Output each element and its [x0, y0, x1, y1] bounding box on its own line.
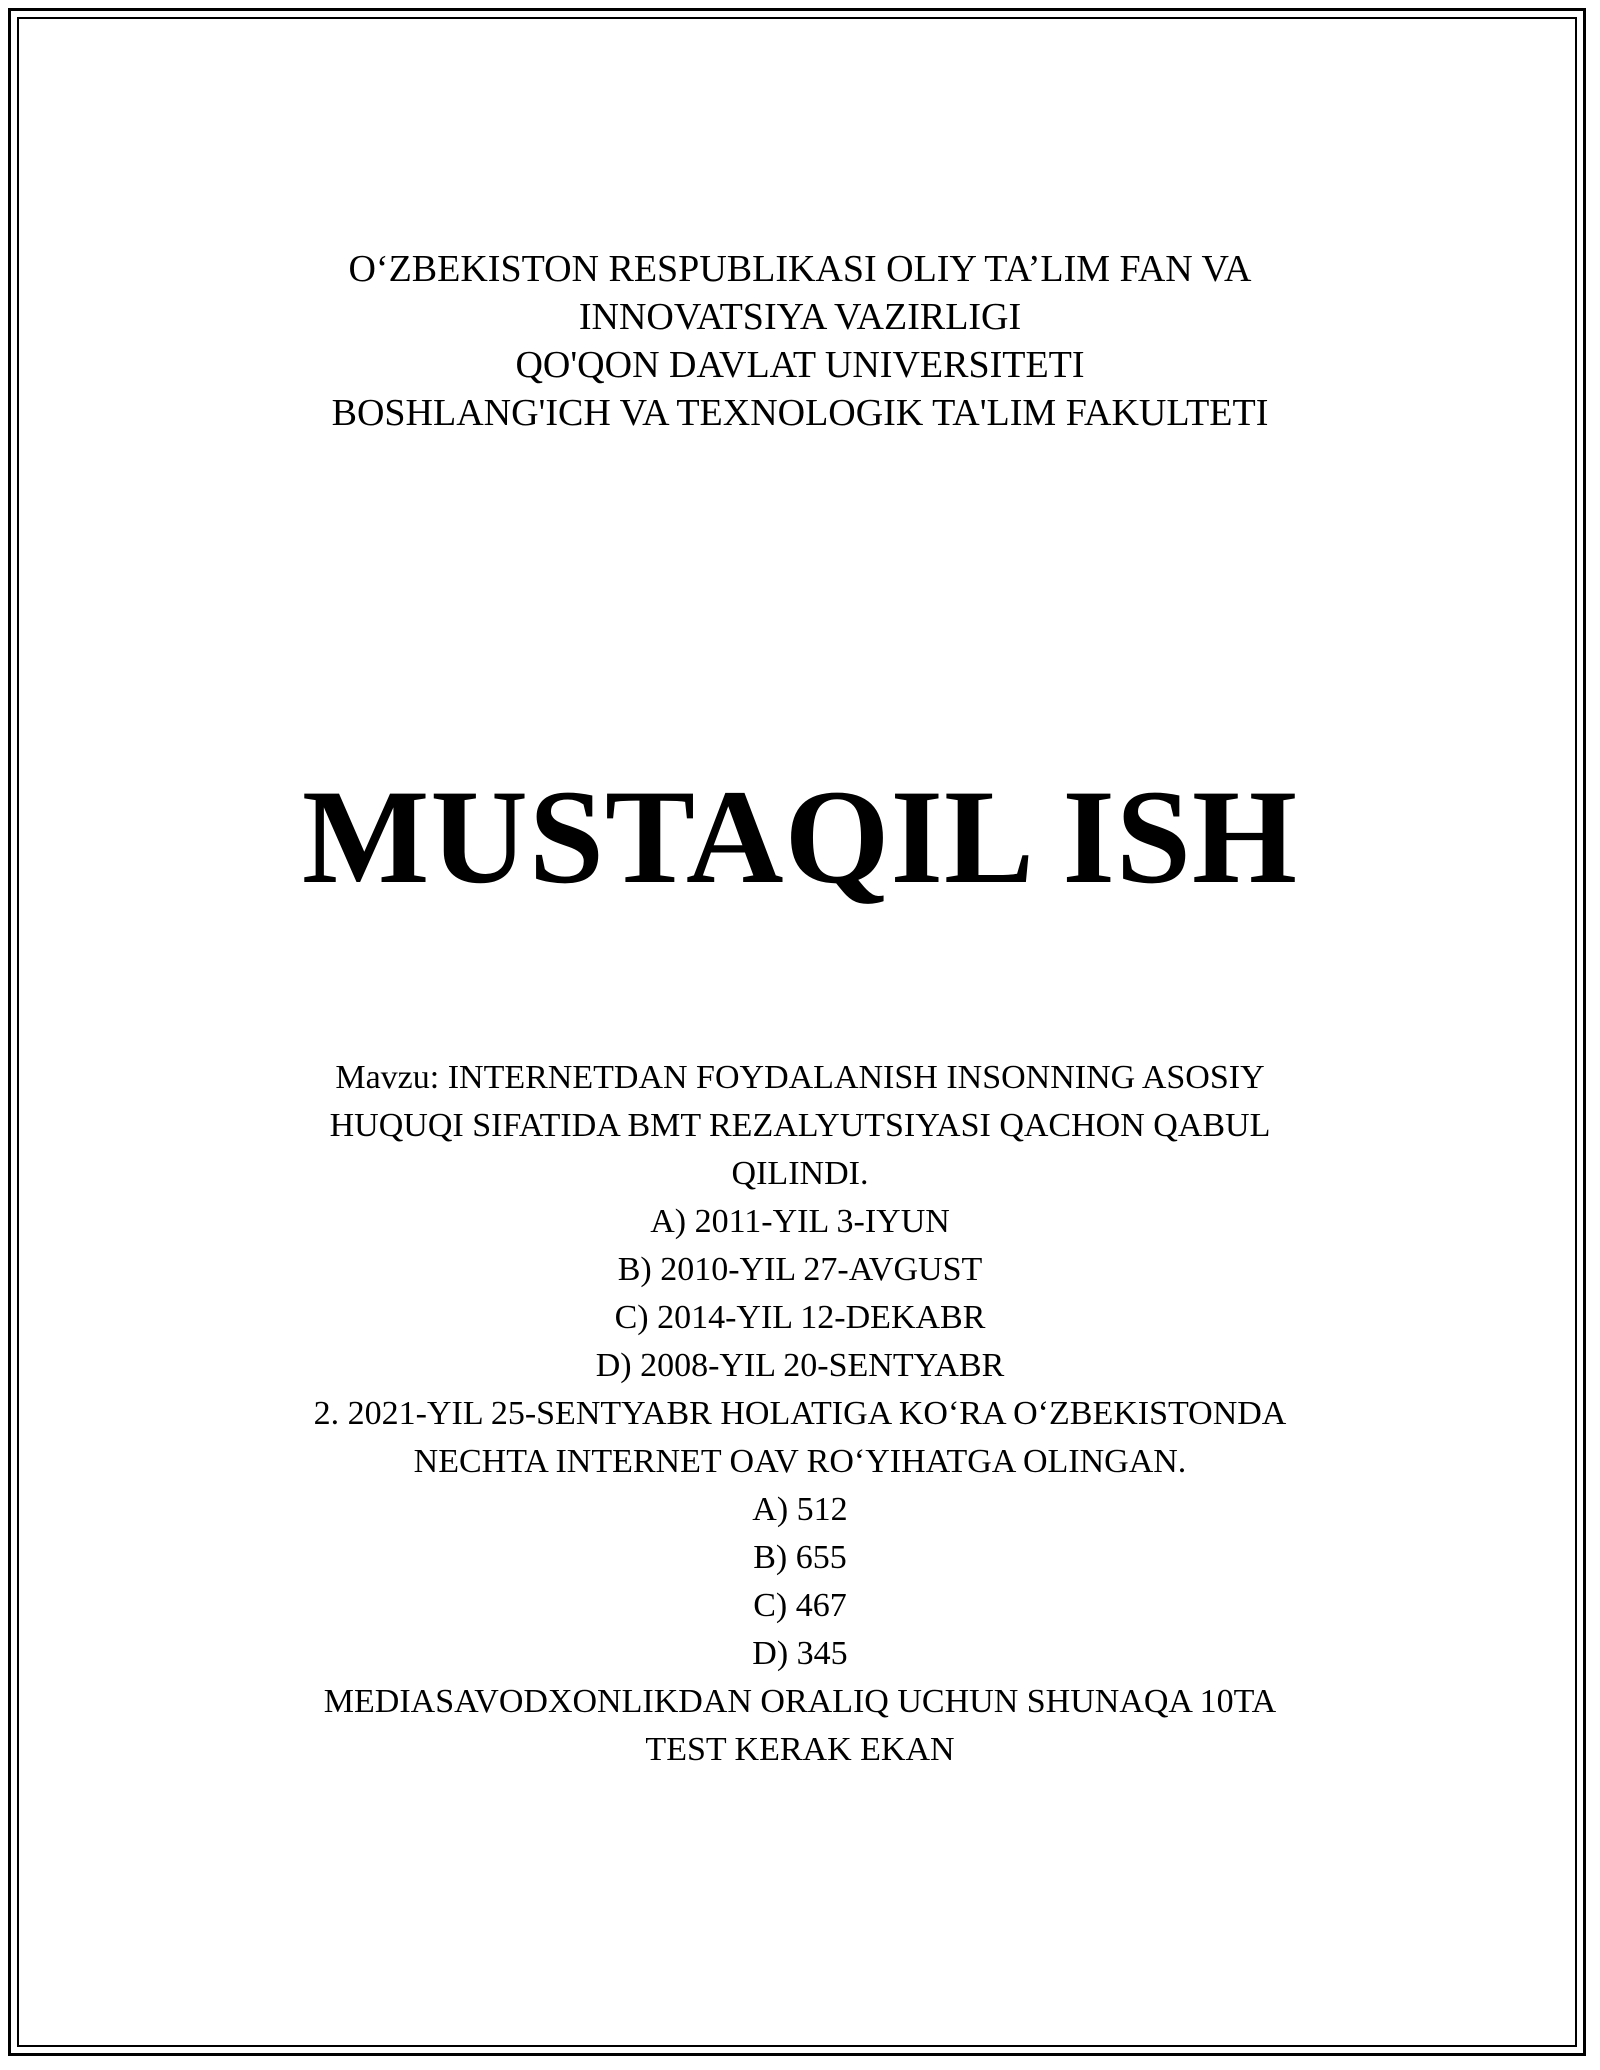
topic-line: Mavzu: INTERNETDAN FOYDALANISH INSONNING ASOSIY	[335, 1059, 1265, 1096]
answer-option: A) 512	[752, 1491, 848, 1528]
answer-option: C) 2014-YIL 12-DEKABR	[614, 1299, 986, 1336]
answer-option: B) 2010-YIL 27-AVGUST	[617, 1251, 983, 1288]
note-line: TEST KERAK EKAN	[645, 1731, 955, 1768]
answer-option: D) 2008-YIL 20-SENTYABR	[595, 1347, 1005, 1384]
topic-line: QILINDI.	[731, 1155, 869, 1192]
note-line: MEDIASAVODXONLIKDAN ORALIQ UCHUN SHUNAQA 10TA	[323, 1683, 1277, 1720]
document-body	[0, 1054, 1600, 1774]
question-line: NECHTA INTERNET OAV RO‘YIHATGA OLINGAN.	[413, 1443, 1187, 1480]
document-title: MUSTAQIL ISH	[301, 763, 1299, 912]
question-line: 2. 2021-YIL 25-SENTYABR HOLATIGA KO‘RA O‘ZBEKISTONDA	[313, 1395, 1287, 1432]
institution-header	[0, 245, 1600, 437]
topic-line: HUQUQI SIFATIDA BMT REZALYUTSIYASI QACHON QABUL	[329, 1107, 1271, 1144]
header-line: O‘ZBEKISTON RESPUBLIKASI OLIY TA’LIM FAN VA	[348, 248, 1252, 290]
answer-option: C) 467	[753, 1587, 847, 1624]
answer-option: B) 655	[753, 1539, 847, 1576]
header-line: INNOVATSIYA VAZIRLIGI	[578, 296, 1022, 338]
answer-option: A) 2011-YIL 3-IYUN	[650, 1203, 950, 1240]
header-line: QO'QON DAVLAT UNIVERSITETI	[515, 344, 1085, 386]
answer-option: D) 345	[752, 1635, 848, 1672]
header-line: BOSHLANG'ICH VA TEXNOLOGIK TA'LIM FAKULTETI	[331, 392, 1269, 434]
